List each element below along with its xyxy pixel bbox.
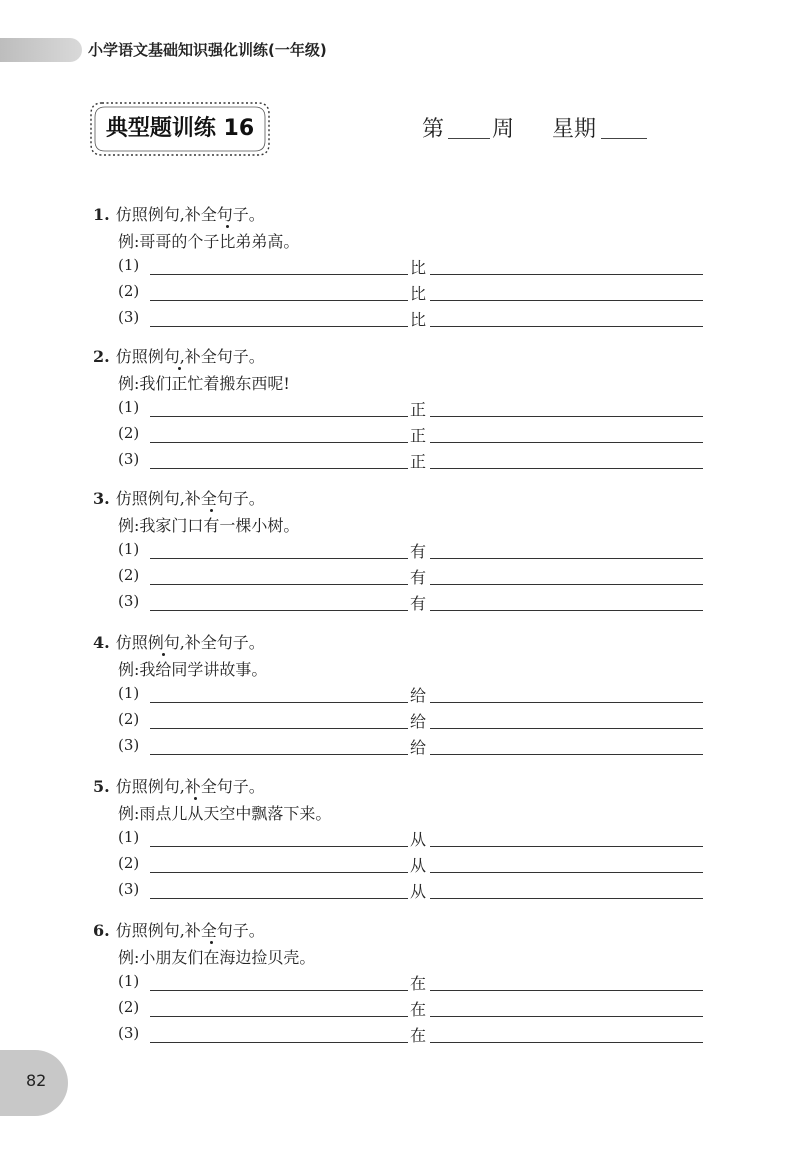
question-prompt xyxy=(93,202,265,225)
question-text: 仿照例句,补全句子。 xyxy=(115,205,265,224)
answer-row-label: (3) xyxy=(118,592,140,610)
weekday-label: 星期 xyxy=(552,117,597,142)
answer-blank-after[interactable] xyxy=(430,846,703,847)
answer-row xyxy=(118,590,703,614)
header-tab-decoration xyxy=(0,38,82,62)
answer-keyword: 在 xyxy=(410,1000,427,1019)
answer-blank-before[interactable] xyxy=(150,1042,408,1043)
answer-blank-after[interactable] xyxy=(430,326,703,327)
example-keyword-dotted: 正 xyxy=(171,371,187,394)
question-prompt xyxy=(93,486,265,509)
answer-blank-before[interactable] xyxy=(150,754,408,755)
answer-row xyxy=(118,422,703,446)
answer-keyword: 正 xyxy=(410,426,427,445)
example-keyword-dotted: 有 xyxy=(203,513,219,536)
answer-blank-before[interactable] xyxy=(150,416,408,417)
example-text-end: 天空中飘落下来。 xyxy=(203,804,332,823)
answer-blank-before[interactable] xyxy=(150,702,408,703)
answer-keyword: 有 xyxy=(410,568,427,587)
question-prompt xyxy=(93,630,265,653)
exercise-title-box xyxy=(88,100,272,158)
answer-blank-after[interactable] xyxy=(430,754,703,755)
answer-keyword: 正 xyxy=(410,400,427,419)
answer-blank-before[interactable] xyxy=(150,846,408,847)
answer-blank-before[interactable] xyxy=(150,610,408,611)
answer-blank-before[interactable] xyxy=(150,1016,408,1017)
week-prefix: 第 xyxy=(422,117,445,142)
question-text: 仿照例句,补全句子。 xyxy=(115,777,265,796)
answer-row xyxy=(118,254,703,278)
example-text-end: 一棵小树。 xyxy=(219,516,300,535)
answer-row-label: (3) xyxy=(118,1024,140,1042)
answer-blank-before[interactable] xyxy=(150,442,408,443)
question-prompt xyxy=(93,918,265,941)
answer-blank-before[interactable] xyxy=(150,990,408,991)
answer-keyword: 给 xyxy=(410,686,427,705)
answer-blank-after[interactable] xyxy=(430,702,703,703)
answer-blank-after[interactable] xyxy=(430,1042,703,1043)
example-text-start: 例:小朋友们 xyxy=(118,948,204,967)
answer-row xyxy=(118,878,703,902)
example-text-end: 同学讲故事。 xyxy=(171,660,268,679)
example-sentence xyxy=(118,513,299,536)
question-text: 仿照例句,补全句子。 xyxy=(115,921,265,940)
answer-blank-after[interactable] xyxy=(430,442,703,443)
page-number: 82 xyxy=(26,1071,47,1090)
answer-keyword: 从 xyxy=(410,830,427,849)
question-prompt xyxy=(93,344,265,367)
question-number: 2. xyxy=(93,347,110,366)
answer-blank-before[interactable] xyxy=(150,558,408,559)
answer-blank-before[interactable] xyxy=(150,728,408,729)
answer-row xyxy=(118,826,703,850)
example-keyword-dotted: 比 xyxy=(219,229,235,252)
answer-blank-before[interactable] xyxy=(150,468,408,469)
answer-row-label: (3) xyxy=(118,736,140,754)
answer-row-label: (2) xyxy=(118,424,140,442)
answer-blank-after[interactable] xyxy=(430,990,703,991)
answer-row-label: (2) xyxy=(118,710,140,728)
example-sentence xyxy=(118,371,290,394)
book-title: 小学语文基础知识强化训练(一年级) xyxy=(88,41,327,59)
answer-blank-after[interactable] xyxy=(430,468,703,469)
example-sentence xyxy=(118,801,331,824)
example-keyword-dotted: 在 xyxy=(203,945,219,968)
answer-row xyxy=(118,564,703,588)
example-keyword-dotted: 从 xyxy=(187,801,203,824)
example-keyword-dotted: 给 xyxy=(155,657,171,680)
answer-keyword: 比 xyxy=(410,258,427,277)
answer-blank-before[interactable] xyxy=(150,898,408,899)
answer-row-label: (1) xyxy=(118,256,140,274)
answer-row xyxy=(118,306,703,330)
question-number: 5. xyxy=(93,777,110,796)
weekday-blank xyxy=(601,138,647,139)
answer-blank-after[interactable] xyxy=(430,274,703,275)
question-text: 仿照例句,补全句子。 xyxy=(115,633,265,652)
answer-row xyxy=(118,538,703,562)
answer-keyword: 从 xyxy=(410,856,427,875)
example-text-start: 例:我 xyxy=(118,660,156,679)
example-text-end: 弟弟高。 xyxy=(235,232,300,251)
question-text: 仿照例句,补全句子。 xyxy=(115,489,265,508)
answer-row-label: (2) xyxy=(118,566,140,584)
answer-blank-before[interactable] xyxy=(150,584,408,585)
answer-blank-after[interactable] xyxy=(430,610,703,611)
answer-row xyxy=(118,682,703,706)
answer-blank-after[interactable] xyxy=(430,1016,703,1017)
answer-row xyxy=(118,396,703,420)
example-sentence xyxy=(118,945,315,968)
answer-row-label: (1) xyxy=(118,540,140,558)
answer-row-label: (1) xyxy=(118,828,140,846)
answer-row xyxy=(118,1022,703,1046)
answer-row-label: (2) xyxy=(118,282,140,300)
question-number: 6. xyxy=(93,921,110,940)
answer-row-label: (3) xyxy=(118,308,140,326)
answer-blank-before[interactable] xyxy=(150,274,408,275)
example-text-start: 例:雨点儿 xyxy=(118,804,188,823)
answer-blank-after[interactable] xyxy=(430,898,703,899)
answer-row xyxy=(118,996,703,1020)
answer-row-label: (1) xyxy=(118,972,140,990)
answer-blank-after[interactable] xyxy=(430,872,703,873)
example-text-end: 忙着搬东西呢! xyxy=(187,374,290,393)
answer-keyword: 比 xyxy=(410,284,427,303)
question-prompt xyxy=(93,774,265,797)
answer-keyword: 给 xyxy=(410,712,427,731)
answer-keyword: 在 xyxy=(410,974,427,993)
answer-blank-after[interactable] xyxy=(430,584,703,585)
answer-row xyxy=(118,448,703,472)
question-number: 3. xyxy=(93,489,110,508)
answer-keyword: 有 xyxy=(410,542,427,561)
question-number: 1. xyxy=(93,205,110,224)
answer-row-label: (3) xyxy=(118,450,140,468)
answer-blank-before[interactable] xyxy=(150,872,408,873)
question-text: 仿照例句,补全句子。 xyxy=(115,347,265,366)
answer-row xyxy=(118,970,703,994)
answer-blank-before[interactable] xyxy=(150,326,408,327)
answer-blank-after[interactable] xyxy=(430,728,703,729)
answer-keyword: 有 xyxy=(410,594,427,613)
answer-row-label: (3) xyxy=(118,880,140,898)
answer-keyword: 给 xyxy=(410,738,427,757)
example-sentence xyxy=(118,229,299,252)
answer-row-label: (2) xyxy=(118,998,140,1016)
answer-blank-after[interactable] xyxy=(430,558,703,559)
week-suffix: 周 xyxy=(492,117,515,142)
example-text-start: 例:我家门口 xyxy=(118,516,204,535)
answer-row-label: (2) xyxy=(118,854,140,872)
question-number: 4. xyxy=(93,633,110,652)
answer-keyword: 在 xyxy=(410,1026,427,1045)
answer-blank-after[interactable] xyxy=(430,300,703,301)
answer-row xyxy=(118,708,703,732)
answer-row-label: (1) xyxy=(118,684,140,702)
answer-blank-after[interactable] xyxy=(430,416,703,417)
answer-keyword: 正 xyxy=(410,452,427,471)
answer-row xyxy=(118,852,703,876)
example-sentence xyxy=(118,657,267,680)
answer-keyword: 比 xyxy=(410,310,427,329)
answer-row xyxy=(118,734,703,758)
answer-row xyxy=(118,280,703,304)
example-text-start: 例:哥哥的个子 xyxy=(118,232,220,251)
exercise-title: 典型题训练 16 xyxy=(105,116,255,141)
answer-row-label: (1) xyxy=(118,398,140,416)
answer-keyword: 从 xyxy=(410,882,427,901)
example-text-end: 海边捡贝壳。 xyxy=(219,948,316,967)
week-blank xyxy=(448,138,490,139)
example-text-start: 例:我们 xyxy=(118,374,172,393)
answer-blank-before[interactable] xyxy=(150,300,408,301)
